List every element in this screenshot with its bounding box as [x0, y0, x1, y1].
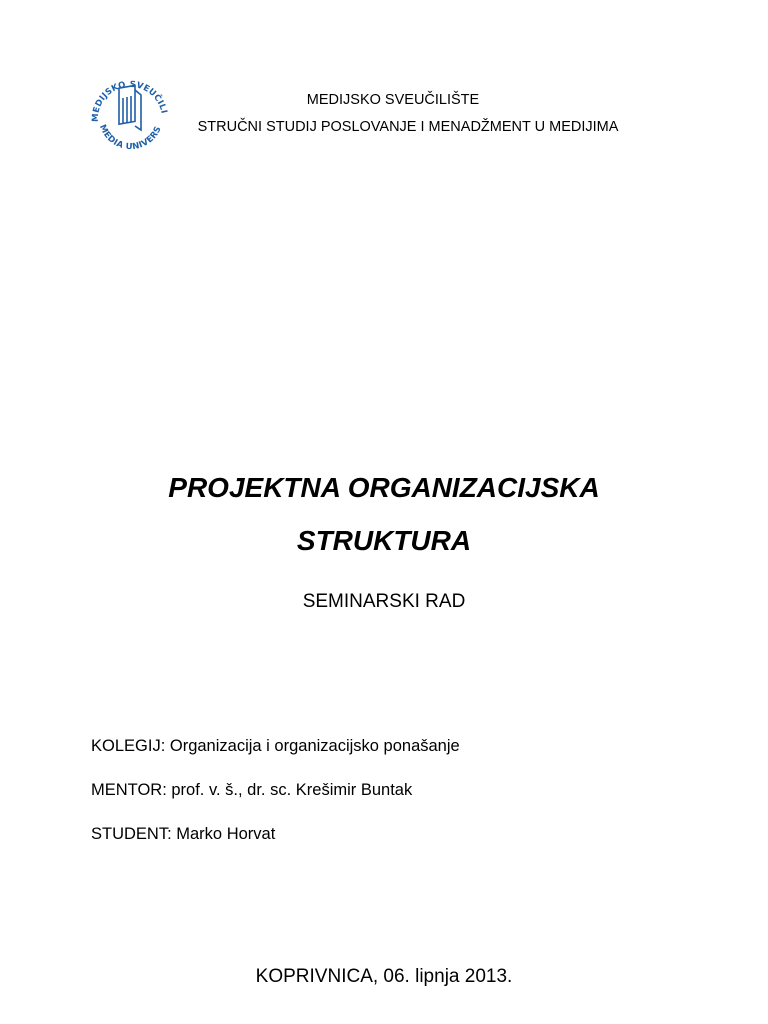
mentor-line	[91, 780, 412, 800]
document-subtitle: SEMINARSKI RAD	[302, 591, 466, 612]
department-name: STRUČNI STUDIJ POSLOVANJE I MENADŽMENT U MEDIJIMA	[197, 119, 619, 135]
document-title-line-1: PROJEKTNA ORGANIZACIJSKA	[168, 472, 600, 503]
logo-text-top: MEDIJSKO SVEUČILI	[90, 79, 169, 123]
kolegij-value: Organizacija i organizacijsko ponašanje	[169, 737, 460, 755]
mentor-label: MENTOR:	[91, 781, 167, 799]
logo-text-bottom: MEDIA UNIVERS	[96, 123, 164, 153]
document-title-line-2: STRUKTURA	[296, 525, 472, 556]
institution-name: MEDIJSKO SVEUČILIŠTE	[306, 92, 480, 108]
student-value: Marko Horvat	[176, 825, 276, 843]
university-logo	[86, 72, 174, 160]
student-line	[91, 824, 275, 844]
student-label: STUDENT:	[91, 825, 172, 843]
kolegij-line	[91, 736, 460, 756]
mentor-value: prof. v. š., dr. sc. Krešimir Buntak	[171, 781, 413, 799]
kolegij-label: KOLEGIJ:	[91, 737, 166, 755]
university-seal-icon	[86, 72, 174, 160]
place-and-date: KOPRIVNICA, 06. lipnja 2013.	[255, 966, 513, 987]
